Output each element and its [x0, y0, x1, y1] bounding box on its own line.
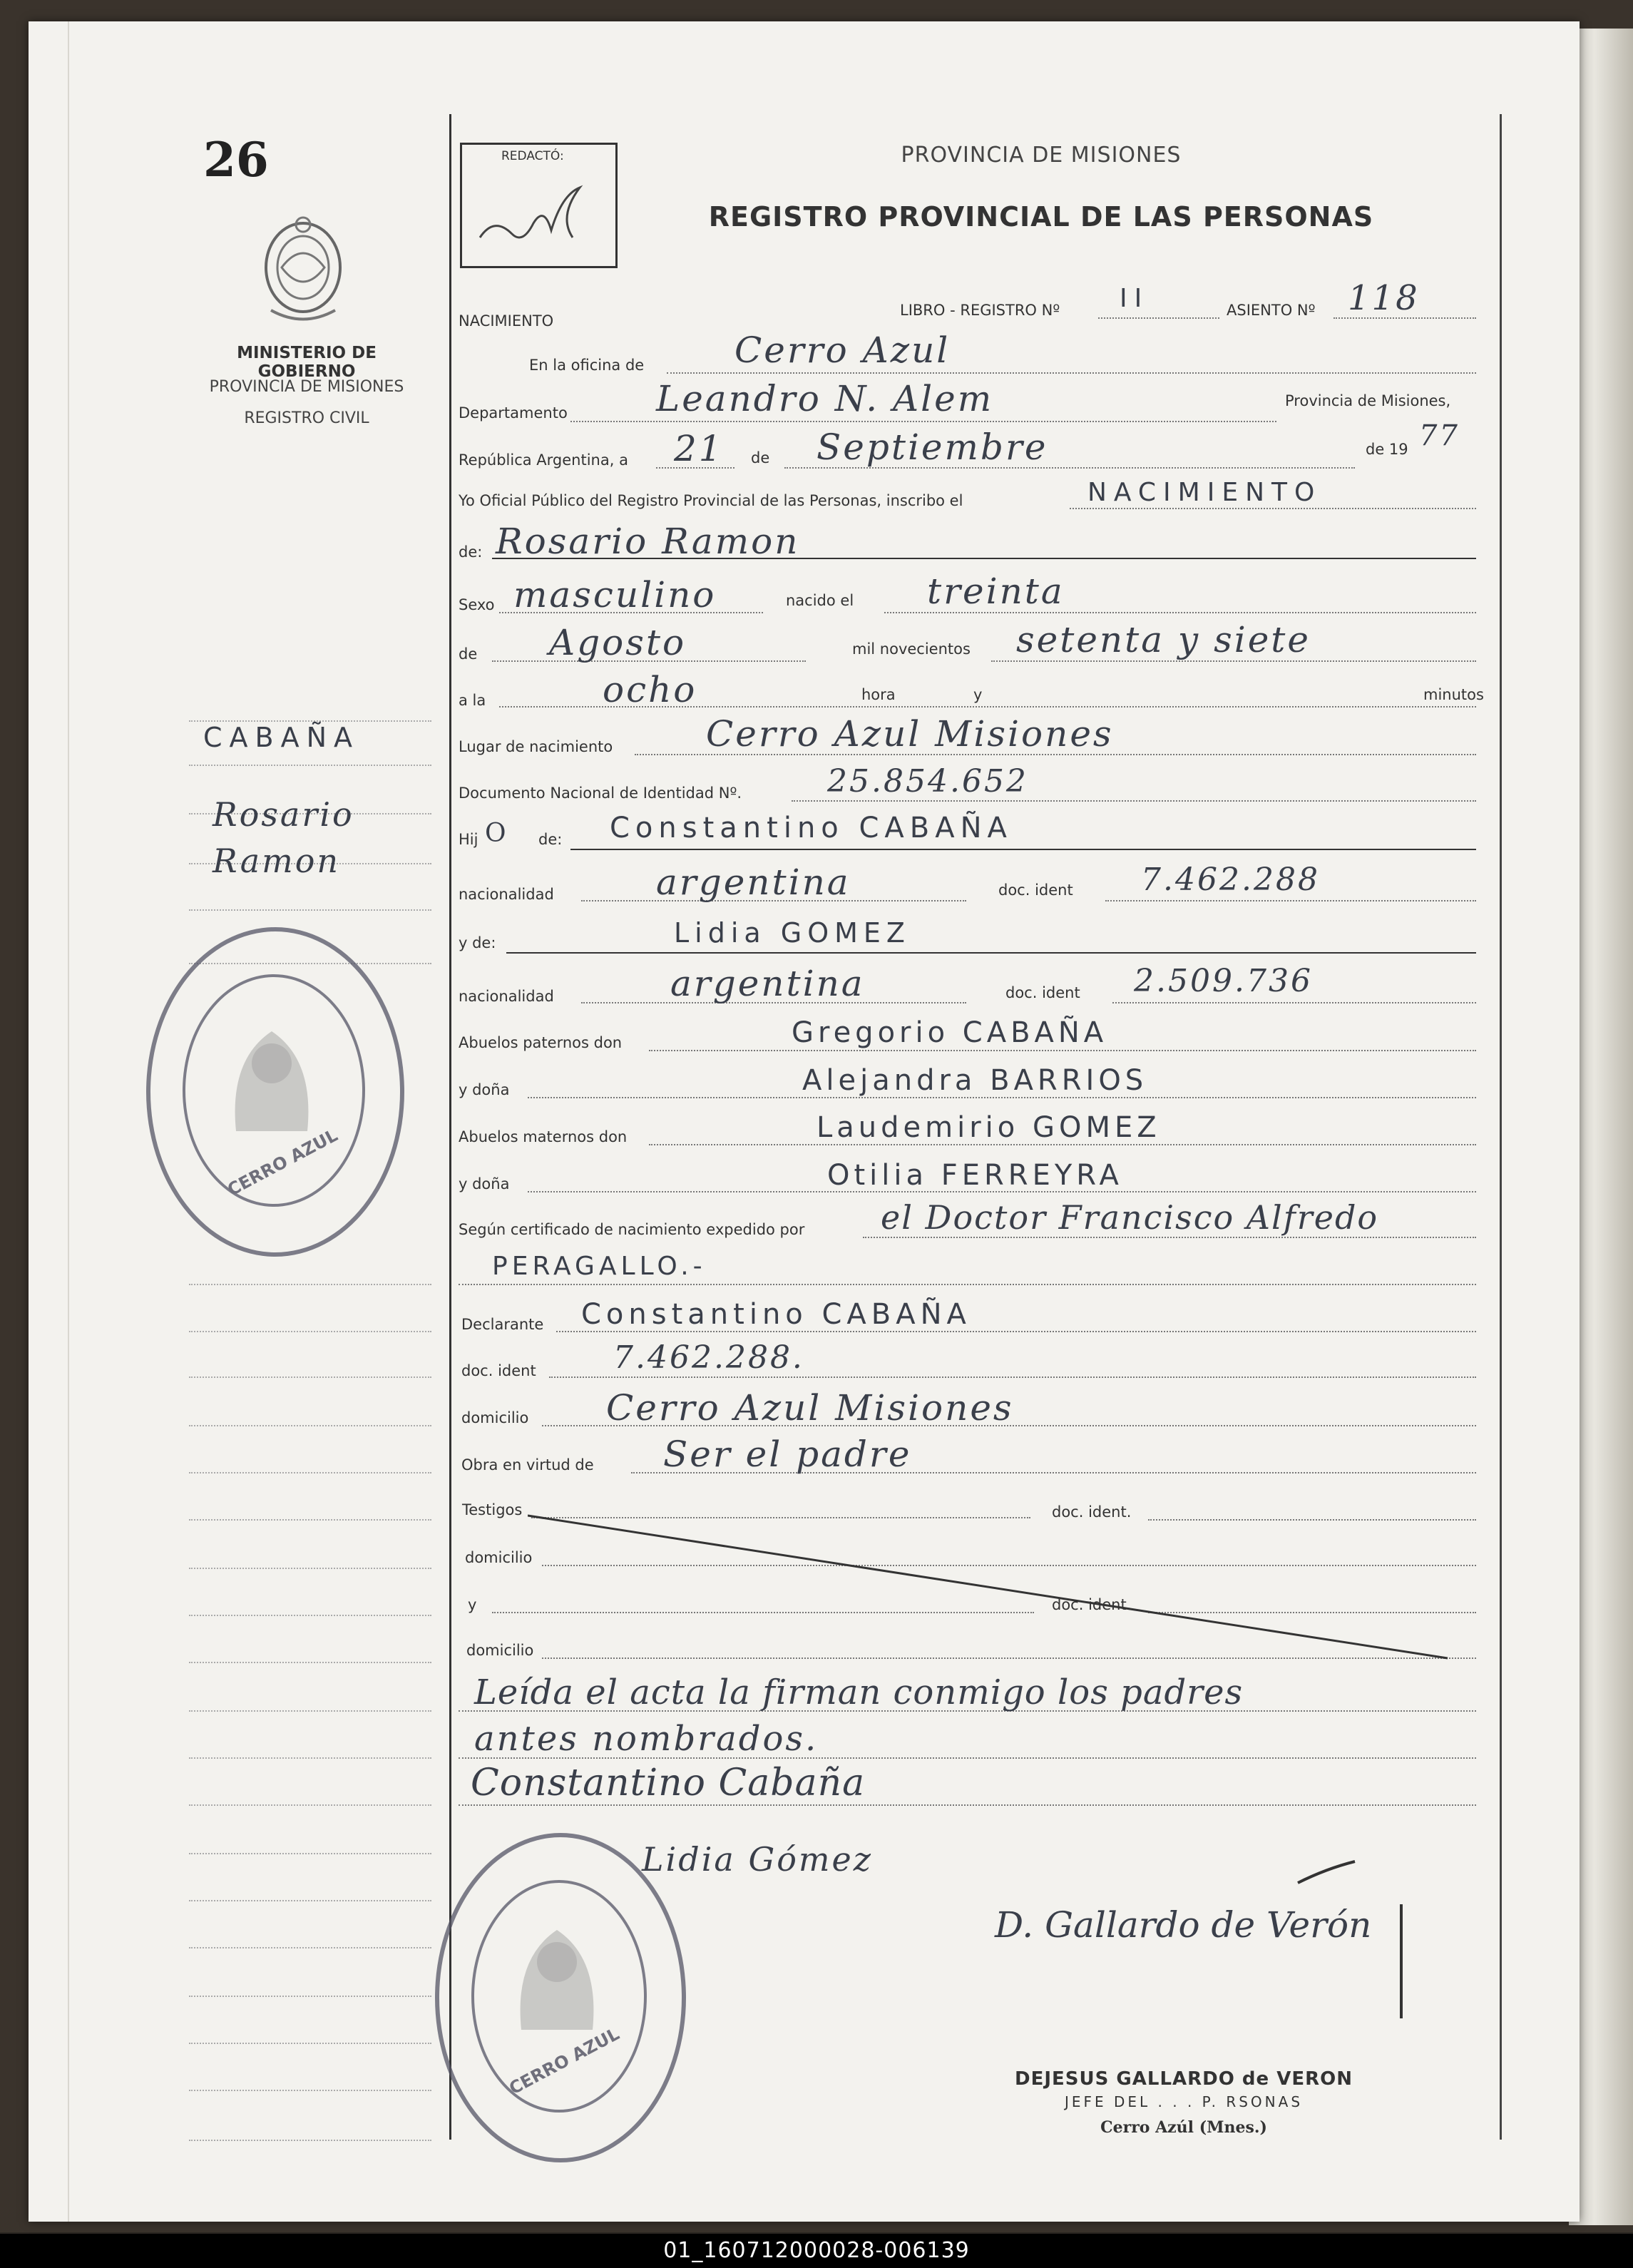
label-documento: Documento Nacional de Identidad Nº.: [459, 785, 742, 802]
stamp-emblem-icon-lower: [507, 1916, 607, 2037]
lugar-value: Cerro Azul Misiones: [706, 713, 1114, 755]
label-provincia-misiones: Provincia de Misiones,: [1285, 392, 1451, 409]
testigos-strike-line: [528, 1508, 1455, 1665]
label-de-nombre: de:: [459, 543, 483, 561]
label-hora: hora: [861, 686, 896, 703]
label-y-dona-paterna: y doña: [459, 1081, 510, 1098]
label-a-la: a la: [459, 692, 486, 709]
hora-value: ocho: [603, 669, 697, 710]
stamp-emblem-icon: [222, 1017, 322, 1138]
official-signature: D. Gallardo de Verón: [995, 1904, 1372, 1946]
label-mil-novecientos: mil novecientos: [852, 640, 971, 658]
label-sexo: Sexo: [459, 596, 495, 613]
acto-line: [1070, 508, 1476, 509]
ministry-label: MINISTERIO DE GOBIERNO: [237, 344, 377, 381]
registry-title: REGISTRO PROVINCIAL DE LAS PERSONAS: [708, 201, 1374, 233]
label-y-dona-materna: y doña: [459, 1175, 510, 1192]
label-obra: Obra en virtud de: [461, 1456, 594, 1473]
label-domicilio-testigo-2: domicilio: [466, 1642, 534, 1659]
abuelo-paterno-line: [649, 1050, 1476, 1051]
obra-value: Ser el padre: [663, 1434, 912, 1475]
label-lugar: Lugar de nacimiento: [459, 738, 613, 755]
label-nacionalidad-padre: nacionalidad: [459, 886, 554, 903]
label-testigos: Testigos: [462, 1501, 523, 1518]
province-header: PROVINCIA DE MISIONES: [901, 143, 1182, 168]
declarante-line: [556, 1331, 1476, 1332]
official-title: JEFE DEL . . . P. RSONAS: [1064, 2093, 1304, 2110]
departamento-value: Leandro N. Alem: [656, 378, 994, 419]
closing-text-1: Leída el acta la firman conmigo los padres: [474, 1672, 1244, 1712]
label-abuelos-paternos: Abuelos paternos don: [459, 1034, 623, 1051]
label-republica: República Argentina, a: [459, 451, 628, 469]
label-y-testigo-2: y: [468, 1596, 477, 1613]
oficina-value: Cerro Azul: [734, 330, 951, 371]
declarante-value: Constantino CABAÑA: [581, 1298, 971, 1331]
label-nacionalidad-madre: nacionalidad: [459, 988, 554, 1005]
label-declarante: Declarante: [461, 1316, 544, 1333]
libro-line: [1098, 317, 1219, 319]
label-doc-ident-madre: doc. ident: [1005, 984, 1080, 1001]
label-de-19: de 19: [1366, 441, 1408, 458]
label-doc-ident-testigo-2: doc. ident.: [1052, 1596, 1132, 1613]
closing-text-2: antes nombrados.: [474, 1719, 819, 1759]
abuelo-paterno-value: Gregorio CABAÑA: [792, 1016, 1108, 1049]
anio-value: 77: [1419, 419, 1460, 452]
label-oficina: En la oficina de: [529, 357, 645, 374]
redacto-initials-signature: [473, 166, 601, 259]
doc-madre-line: [1112, 1002, 1476, 1003]
acto-value: NACIMIENTO: [1087, 478, 1322, 507]
label-abuelos-maternos: Abuelos maternos don: [459, 1128, 628, 1145]
closing-line-3: [459, 1804, 1476, 1806]
label-nacido-el: nacido el: [786, 592, 854, 609]
nombre-value: Rosario Ramon: [496, 521, 800, 562]
label-y-hora: y: [973, 686, 983, 703]
registry-stamp-upper: [146, 927, 404, 1257]
signature-mother: Lidia Gómez: [642, 1840, 873, 1879]
padre-value: Constantino CABAÑA: [610, 812, 1013, 844]
hijo-suffix-value: O: [485, 819, 508, 848]
asiento-value: 118: [1348, 278, 1420, 318]
certificado-value-2: PERAGALLO.-: [492, 1252, 707, 1281]
label-nacimiento: NACIMIENTO: [459, 312, 554, 330]
madre-value: Lidia GOMEZ: [674, 917, 911, 949]
label-departamento: Departamento: [459, 404, 568, 422]
doc-madre-value: 2.509.736: [1134, 963, 1313, 999]
label-doc-ident-declarante: doc. ident: [461, 1362, 536, 1379]
label-domicilio-declarante: domicilio: [461, 1409, 529, 1426]
abuelo-materno-value: Laudemirio GOMEZ: [816, 1111, 1161, 1144]
margin-surname: CABAÑA: [203, 722, 360, 753]
declarante-doc-line: [549, 1376, 1476, 1378]
documento-value: 25.854.652: [827, 763, 1028, 800]
nacido-line: [884, 612, 1476, 613]
abuelo-materno-line: [649, 1144, 1476, 1145]
label-asiento: ASIENTO Nº: [1227, 302, 1316, 319]
nacido-dia-value: treinta: [927, 571, 1065, 612]
nacido-anio-line: [991, 660, 1476, 662]
doc-padre-value: 7.462.288: [1141, 862, 1320, 898]
signature-father: Constantino Cabaña: [471, 1762, 866, 1804]
label-minutos: minutos: [1419, 686, 1484, 703]
redacto-box: [460, 143, 618, 268]
abuela-materna-value: Otilia FERREYRA: [827, 1159, 1123, 1192]
nac-padre-value: argentina: [656, 862, 851, 903]
label-hijo-de: de:: [538, 831, 563, 848]
registry-label-left: REGISTRO CIVIL: [244, 409, 369, 427]
label-yo-oficial: Yo Oficial Público del Registro Provincial de las Personas, inscribo el: [459, 492, 963, 509]
certificado-line-2: [459, 1284, 1476, 1285]
dia-value: 21: [674, 428, 724, 469]
documento-line: [792, 800, 1476, 802]
sexo-value: masculino: [513, 574, 717, 615]
nacido-anio-value: setenta y siete: [1016, 619, 1311, 660]
label-segun-certificado: Según certificado de nacimiento expedido por: [459, 1221, 805, 1238]
domicilio-value: Cerro Azul Misiones: [606, 1387, 1014, 1429]
stamp-inner-text: CERRO AZUL: [224, 1125, 342, 1200]
label-doc-ident-testigo-1: doc. ident.: [1052, 1503, 1132, 1521]
certificado-line: [863, 1237, 1476, 1238]
oficina-line: [667, 372, 1476, 374]
nac-madre-value: argentina: [670, 963, 865, 1004]
padre-line: [570, 849, 1476, 850]
departamento-line: [570, 421, 1276, 422]
stamp-inner-text-lower: CERRO AZUL: [506, 2023, 623, 2099]
label-de-mes: de: [751, 449, 770, 466]
label-y-de: y de:: [459, 934, 496, 951]
abuela-paterna-value: Alejandra BARRIOS: [802, 1064, 1148, 1097]
libro-value: II: [1120, 284, 1150, 313]
image-id-caption: 01_160712000028-006139: [0, 2234, 1633, 2268]
mes-value: Septiembre: [816, 426, 1048, 468]
label-de-mes-nacido: de: [459, 645, 478, 663]
label-doc-ident-padre: doc. ident: [998, 882, 1073, 899]
registry-stamp-lower: [435, 1833, 686, 2162]
nacido-mes-value: Agosto: [549, 622, 687, 663]
abuela-paterna-line: [528, 1097, 1476, 1098]
label-libro: LIBRO - REGISTRO Nº: [900, 302, 1060, 319]
margin-given-name-2: Ramon: [213, 842, 341, 880]
margin-given-name-1: Rosario: [213, 795, 354, 834]
label-domicilio-testigo-1: domicilio: [465, 1549, 533, 1566]
province-label-left: PROVINCIA DE MISIONES: [209, 378, 404, 396]
official-place: Cerro Azúl (Mnes.): [1100, 2118, 1267, 2137]
certificado-value: el Doctor Francisco Alfredo: [881, 1198, 1379, 1237]
doc-padre-line: [1105, 900, 1476, 901]
official-name: DEJESUS GALLARDO de VERON: [1015, 2068, 1353, 2090]
redacto-label: REDACTÓ:: [501, 149, 564, 163]
declarante-doc-value: 7.462.288.: [613, 1339, 804, 1376]
official-signature-flourish: [1269, 1854, 1412, 2026]
page-number: 26: [203, 132, 269, 188]
madre-line: [506, 952, 1476, 954]
label-hijo: Hij: [459, 831, 478, 848]
